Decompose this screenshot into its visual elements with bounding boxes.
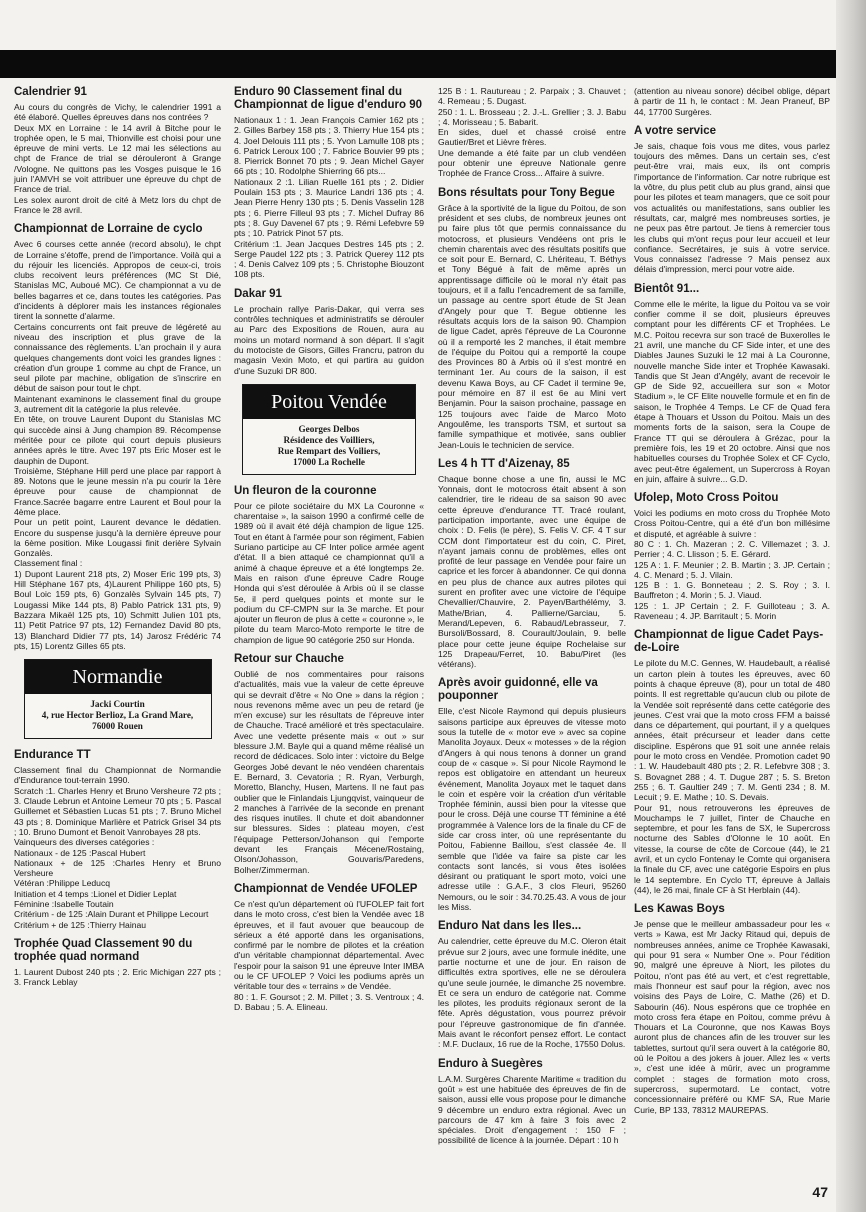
article-paragraph: 1. Laurent Dubost 240 pts ; 2. Eric Michigan 227 pts ; 3. Franck Leblay — [14, 966, 221, 988]
article-paragraph: Grâce à la sportivité de la ligue du Poitou, de son président et ses clubs, de nombreux jeunes ont pu faire plus tôt que permis connaissance du motocross, et plusieurs Vendéens ont pris le chemin charentais avec des résultats positifs que ce soit pour E. Bernard, C. Lhériteau, T. Béthys et Tony Bégué à fait de même après un apprentissage difficile où le moral n'y était pas toujours, et il a fallu l'encadrement de sa famille, un passage au centre sport étude de St Jean d'Angely pour que T. Begue obtienne les résultats acquis lors de la saison 90. Champion de ligue Cadet, après l'épreuve de La Couronne où il a remporté les 2 manches, il était membre de l'équipe du Poitou qui a remporté la coupe des Provinces 80 à Arbis où il s'est montré en terminant 1er. Au cours de la saison, il est devenu Kawa Boys, au CF Cadet il termine 9e, pour mémoire en 87 il est 6e au Mini vert Benjamin. Pour la saison prochaine, passage en 125 toujours avec l'aide de Marco Moto Angoulême, les transports TSM, et surtout sa famille sympathique et motivée, sans oublier Jean-Louis le technicien de service. — [438, 202, 626, 450]
column-1 — [14, 86, 221, 987]
page-number: 47 — [812, 1184, 828, 1200]
region-title: Poitou Vendée — [243, 385, 415, 419]
article-paragraph: Classement final du Championnat de Normandie d'Endurance tout-terrain 1990. — [14, 765, 221, 786]
contact-line: Jacki Courtin — [90, 699, 145, 710]
article-paragraph: (attention au niveau sonore) décibel oblige, départ à partir de 11 h, le contact : M. Jean Praneuf, BP 44, 17700 Surgères. — [634, 86, 830, 117]
article-heading: Enduro Nat dans les Iles... — [438, 920, 582, 933]
article-paragraph: Au cours du congrès de Vichy, le calendrier 1991 a été élaboré. Quelles épreuves dans nos contrées ? — [14, 102, 221, 123]
region-contact-box — [242, 384, 416, 475]
article-heading: Les Kawas Boys — [634, 903, 725, 916]
article-heading: Les 4 h TT d'Aizenay, 85 — [438, 457, 570, 470]
page-binding-edge — [836, 0, 866, 1212]
article-paragraph: Avec 6 courses cette année (record absolu), le chpt de Lorraine s'étoffe, prend de l'importance. Voilà qui a du réjouir les licenciés. Appropos de ceux-ci, trois clubs recoivent leurs préférences (MC St Dié, Stanislas MC, Auboué MC). Ce championnat a vu de belles bagarres et ce, dans toutes les catégories. Pas d'incidents à déplorer mais les instances régionales tirent la sonnette d'alarme. — [14, 239, 221, 322]
article-paragraph: Critérium + de 125 :Thierry Hainau — [14, 919, 147, 930]
article-paragraph: 80 C : 1. Ch. Mazeran ; 2. C. Villemazet ; 3. J. Perrier ; 4. C. Llisson ; 5. E. Gérard. — [634, 538, 830, 560]
article-paragraph: Au calendrier, cette épreuve du M.C. Oleron était prévue sur 2 jours, avec une formule inédite, une partie nocturne et une de jour. En raison de difficultés extra sportives, elle ne se déroulera qu'une seule journée, le dimanche 25 novembre. Et ce sera un enduro de catégorie nat. Comme les pilotes, les produits régionaux seront de la fête. Après dégustation, vous pourrez prévoir pour l'épreuve gastronomique de fin d'année. Mais avant le réconfort pensez effort. Le contact : M.F. Duclaux, 16 rue de la Roche, 17550 Dolus. — [438, 936, 626, 1050]
article-paragraph: Nationaux + de 125 :Charles Henry et Bruno Versheure — [14, 857, 221, 879]
article-heading: Retour sur Chauche — [234, 652, 344, 665]
article-paragraph: Vétéran :Philippe Leducq — [14, 878, 111, 889]
region-contact — [243, 419, 415, 474]
article-paragraph: 250 : 1. L. Brosseau ; 2. J.-L. Grellier ; 3. J. Babu ; 4. Morisseau ; 5. Babarit. — [438, 106, 626, 127]
article-paragraph: Voici les podiums en moto cross du Trophée Moto Cross Poitou-Centre, qui a été d'un bon millésime et disputé, et agréable à suivre : — [634, 508, 830, 539]
article-heading: Un fleuron de la couronne — [234, 484, 377, 497]
article-paragraph: Deux MX en Lorraine : le 14 avril à Bitche pour le trophée open, le 5 mai, Thionville est choisi pour une épreuve de mini verts. Le 12 mai les sélections au chpt de France de trial se dérouleront à Grange /Vologne. Ne quittons pas les Vosges puisque le 16 juin l'AMVH se voit attribuer une épreuve du chpt de France de trial. — [14, 122, 221, 195]
article-paragraph: Féminine :Isabelle Toutain — [14, 899, 114, 909]
article-paragraph: Nationaux 1 : 1. Jean François Camier 162 pts ; 2. Gilles Barbey 158 pts ; 3. Thierry Hue 154 pts ; 4. Joel Delouis 111 pts ; 5. Yvon Lamulle 108 pts ; 6. Patrick Leroux 100 ; 7. Fabrice Bouvier 99 pts ; 8. Pierrick Bonnet 70 pts ; 9. Jean Michel Gayer 66 pts ; 10. Rodolphe Shierring 66 pts... — [234, 115, 424, 177]
contact-line: Rue Rempart des Voiliers, — [277, 445, 381, 456]
article-paragraph: Vainqueurs des diverses catégories : — [14, 837, 155, 848]
article-paragraph: Ce n'est qu'un département où l'UFOLEP fait fort dans le moto cross, c'est bien la Vendée avec 18 épreuves, et il faut avouer que beaucoup de sérieux a été apporté dans les organisations, confirmé par le nombre de pilotes et la création d'un véritable championnat départemental. Avec l'espoir pour la saison 91 une épreuve Inter IMBA ou le CF UFOLEP ? Voici les podiums après un véritable tour des « terrains » de Vendée. — [234, 898, 424, 992]
article-paragraph: Pour 91, nous retrouverons les épreuves de Mouchamps le 7 juillet, l'inter de Chauche en septembre, et pour les fans de SX, le Supercross nocturne des Sables d'Olonne le 10 août. En vitesse, la course de côte de Corcoue (44), le 21 avril, et un cyclo Fontenay le Comte qui organisera la finale du CF, avec une catégorie Espoirs en plus le 14 septembre. En Cyclo TT, épreuve à Jallais (44), le 26 mai, finale CF à St Herblain (44). — [634, 802, 830, 895]
article-paragraph: Critérium - de 125 :Alain Durant et Philippe Lecourt — [14, 909, 209, 920]
article-paragraph: 1) Dupont Laurent 218 pts, 2) Moser Eric 199 pts, 3) Hill Stéphane 167 pts, 4)Laurent Philippe 160 pts, 5) Boul Loic 159 pts, 6) Gonzalès Sylvain 145 pts, 7) Lougassi Mike 144 pts, 8) Pablo Patrick 131 pts, 9) Bazzara Mikaël 125 pts, 10) Schmitt Julien 101 pts, 11) Petit Patrice 97 pts, 12) Fernandez David 80 pts, 13) Blanchard Didier 77 pts, 14) Jarosz Frédéric 74 pts, 15) Lorentz Gilles 65 pts. — [14, 568, 221, 651]
article-heading: Ufolep, Moto Cross Poitou — [634, 492, 779, 505]
article-paragraph: Initiation et 4 temps :Lionel et Didier Leplat — [14, 888, 177, 899]
region-contact-box — [24, 659, 212, 739]
column-3 — [438, 86, 626, 1146]
article-heading: Enduro 90 Classement final du Championnat de ligue d'enduro 90 — [234, 86, 423, 111]
article-paragraph: Nationaux - de 125 :Pascal Hubert — [14, 847, 146, 858]
article-paragraph: Critérium :1. Jean Jacques Destres 145 pts ; 2. Serge Paudel 122 pts ; 3. Patrick Querey 112 pts ; 4. Denis Calvez 109 pts ; 5. Christophe Biouzont 108 pts. — [234, 238, 424, 280]
contact-line: 17000 La Rochelle — [293, 456, 365, 467]
contact-line: Résidence des Voilliers, — [283, 434, 375, 445]
article-paragraph: Troisième, Stéphane Hill perd une place par rapport à 89. Notons que le jeune messin n'a pu courir la 1ère épreuve pour cause de championnat de France.Sacrée bagarre entre Laurent et Boul pour la 4ème place. — [14, 465, 221, 517]
article-heading: Bientôt 91... — [634, 282, 700, 295]
article-heading: Dakar 91 — [234, 287, 282, 300]
article-paragraph: Les solex auront droit de cité à Metz lors du chpt de France le 28 avril. — [14, 194, 221, 215]
column-2 — [234, 86, 424, 1012]
article-paragraph: Maintenant examinons le classement final du groupe 3, autrement dit la catégorie la plus relevée. — [14, 393, 221, 415]
article-paragraph: Je sais, chaque fois vous me dites, vous parlez toujours des mêmes. Dans un certain ses, c'est peut-être vrai, mais eux, ils ont compris l'importance de l'information. Car notre rubrique est la vôtre, du plus petit club au plus grand, ainsi que pour les pilotes et team managers, que ce soit pour vos actualités ou manifestations, sans oublier les résultats, car, malgré mes nombreuses sorties, je ne peux pas être partout. Je tiens à remercier tous les clubs qui m'ont reçus pour leur accueil et leur confiance. Secrétaires, je suis à votre service. Vous connaissez l'adresse ? Mais pensez aux délais d'impression, merci pour votre aide. — [634, 140, 830, 275]
article-heading: Championnat de ligue Cadet Pays-de-Loire — [634, 629, 824, 655]
article-paragraph: L.A.M. Surgères Charente Maritime « tradition du goût » est une habituée des épreuves de fin de saison, aussi elle vous propose pour le dimanche 9 décembre un enduro extra régional. Avec un parcours de 47 km à faire 3 fois avec 2 spéciales. Droit d'engagement : 150 F ; possibilité de licence à la journée. Départ : 10 h — [438, 1073, 626, 1146]
article-paragraph: Pour un petit point, Laurent devance le dédatien. Encore du suspense jusqu'à la dernière épreuve pour la 6ème position. Mike Lougassi finit derière Sylvain Gonzalès. — [14, 517, 221, 559]
article-paragraph: Nationaux 2 :1. Lilian Ruelle 161 pts ; 2. Didier Poulain 153 pts ; 3. Maurice Landri 136 pts ; 4. Jean Pierre Henry 130 pts ; 5. Denis Vasselin 128 pts ; 6. Pierre Filleul 93 pts ; 7. Michel Dufray 86 pts ; 8. Guy Davenel 67 pts ; 9. Rémi Lefebvre 59 pts ; 10. Patrick Pinot 57 pts. — [234, 176, 424, 239]
article-paragraph: 125 B : 1. Rautureau ; 2. Parpaix ; 3. Chauvet ; 4. Remeau ; 5. Dugast. — [438, 86, 626, 107]
region-contact — [25, 694, 211, 738]
article-paragraph: 125 : 1. JP Certain ; 2. F. Guilloteau ; 3. A. Raveneau ; 4. JP. Barritault ; 5. Morin — [634, 600, 830, 622]
article-paragraph: Le pilote du M.C. Gennes, W. Haudebault, a réalisé un carton plein à toutes les épreuves, avec 60 points à chaque épreuve (8), pour un total de 480 points. Il est regrettable qu'aucun club ou pilote de la Vendée soit représenté dans cette catégorie des jeunes. C'est vrai que la moto cross FFM a baissé dans ce département, qui pourtant, il y a quelques années, était précurseur et leader dans cette discipline. Espérons que 91 soit une année relais pour le moto cross en Vendée. Promotion cadet 90 : 1. W. Haudebault 480 pts ; 2. R. Lefebvre 308 ; 3. S. Bovagnet 288 ; 4. T. Dugue 287 ; 5. S. Breton 255 ; 6. T. Gaultier 249 ; 7. M. Genti 234 ; 8. M. Lecuit ; 9. E. Mathe ; 10. S. Devais. — [634, 658, 830, 803]
contact-line: Georges Delbos — [298, 423, 360, 434]
article-heading: Endurance TT — [14, 749, 91, 762]
column-4 — [634, 86, 830, 1115]
article-paragraph: Chaque bonne chose a une fin, aussi le MC Yonnais, dont le motocross était absent à son calendrier, tire le rideau de sa saison 90 avec cette épreuve d'endurance TT. Tracé roulant, participation importante, avec une équipe de choix : D. Felis (le père), S. Felis V. CF. 4 T sur CCM dont l'importateur est du coin, C. Piret, n'ayant jamais connu de problèmes, elles ont profité de leur passage en Vendée pour faire un caprice et les forcer à abandonner. Ce qui donna en peu plus de chance aux autres pilotes qui surent en profiter avec une victoire de l'équipe Chevallier/Chauvire, 2. Payen/Barthélémy, 3. Mathe/Brian, 4. Pallierne/Garciau, 5. Merand/Lepeven, 6. Rabaud/Lebrasseur, 7. Bursoli/Bossard, 8. Courault/Joulain, 9. belle place pour cette jeune équipe Rochelaise sur 125 Drapeau/Ferret, 10. Babu/Piret (les vétérans). — [438, 473, 626, 670]
article-heading: A votre service — [634, 124, 717, 137]
article-heading: Championnat de Lorraine de cyclo — [14, 223, 203, 236]
region-title: Normandie — [25, 660, 211, 694]
article-paragraph: Je pense que le meilleur ambassadeur pour les « verts » Kawa, est Mr Jacky Ritaud qui, depuis de nombreuses années, anime ce Trophée Kawasaki, qui pour 91 sera « Number One ». Pour l'édition 90, malgré une épreuve à Niort, les pilotes du Poitou, n'ont pas été au vert, et c'est regrettable, mais l'honneur est sauf pour la région, avec nos voisins des Pays de Loire, C. Mathe (26) et D. Sabourin (46). Nous espérons que ce trophée en moto cross fera étape en Poitou, comme prévu à Thouars et La Couronne, que nos Kawas Boys auront plus de chances afin de les trouver sur les tablettes, surtout qu'il sera ouvert à la catégorie 80, où le Poitou a des jokers à jouer. Allez les « verts », c'est une idée à mûrir, avec un programme complet : stages de formation moto cross, supercross, supermotard. Le contact, votre concessionnaire préféré ou KMF SA, Rue Marie Curie, BP 133, 78312 MAUREPAS. — [634, 919, 830, 1115]
article-paragraph: Une demande a été faite par un club vendéen pour obtenir une épreuve Nationale genre Trophée de France Cross... Affaire à suivre. — [438, 147, 626, 179]
article-paragraph: 125 B : 1. G. Bonneteau ; 2. S. Roy ; 3. I. Bauffreton ; 4. Morin ; 5. J. Viaud. — [634, 580, 830, 601]
article-paragraph: Scratch :1. Charles Henry et Bruno Versheure 72 pts ; 3. Claude Lebrun et Antoine Lemeur 70 pts ; 5. Pascal Guillemet et Sébastien Lucas 51 pts ; 7. Bruno Michel 43 pts ; 8. Dominique Marlière et Patrick Grisel 34 pts ; 10. Bruno Dumont et Benoit Vanrobayes 28 pts. — [14, 785, 221, 837]
article-paragraph: En tête, on trouve Laurent Dupont du Stanislas MC qui succède ainsi à Jung champion 89. Récompense méritée pour ce pilote qui court depuis plusieurs années après le titre. Avec 197 pts Eric Moser est le dauphin de Dupont. — [14, 414, 221, 466]
article-paragraph: Le prochain rallye Paris-Dakar, qui verra ses contrôles techniques et administratifs se dérouler au Parc des Expositions de Rouen, aura au moins un motard normand à son départ. Il s'agit du motociste de Gisors, Gilles Francru, patron du magasin Vexin Moto, et qui partira au guidon d'une Suzuki DR 800. — [234, 303, 424, 376]
article-heading: Trophée Quad Classement 90 du trophée quad normand — [14, 937, 193, 963]
top-black-bar — [0, 50, 866, 78]
article-heading: Calendrier 91 — [14, 86, 87, 98]
contact-line: 76000 Rouen — [92, 721, 143, 732]
article-paragraph: 80 : 1. F. Goursot ; 2. M. Pillet ; 3. S. Ventroux ; 4. D. Babau ; 5. A. Elineau. — [234, 991, 424, 1012]
article-heading: Après avoir guidonné, elle va pouponner — [438, 677, 598, 703]
article-paragraph: Comme elle le mérite, la ligue du Poitou va se voir confier comme il se doit, plusieurs épreuves comptant pour les différents CF et Trophées. Le M.C. Poitou recevra sur son tracé de Buxerolles le 21 avril, une manche du CF Side inter, et une des Diables Jaunes Suzuki le 12 mai à La Couronne, nouvelle manche Side inter et Trophée Kawasaki. Tandis que St Jean d'Angély, avant de recevoir le GP de Side 92, accueillera sur son « Motor Stadium », le CF Elite nouvelle formule et en fin de saison, le Trophée 4 Temps. Le CF de Quad fera étape à Thouars et Usson du Poitou. Mais un des moments forts de la saison, sera la Coupe de France TT qui se déroulera à Grézac, pour la première fois, les 19 et 20 octobre. Ainsi que nos habituelles courses du Trophée Solex et CF Cyclo, avec peut-être également, un Supercross à Royan en juin, affaire à suivre... G.D. — [634, 298, 830, 484]
contact-line: 4, rue Hector Berlioz, La Grand Mare, — [41, 710, 194, 721]
article-heading: Championnat de Vendée UFOLEP — [234, 882, 418, 895]
article-paragraph: Pour ce pilote sociétaire du MX La Couronne « charentaise », la saison 1990 a confirmé celle de 1989 où il avait été déjà champion de ligue 125. Tout en étant à l'armée pour son régiment, Fabien Suriano participe au CF Inter police armée agent d'état. Il a bien attaqué ce championnat qu'il a animé à chaque épreuve et a été longtemps 2e. Mais en raison d'une épreuve Cadre Rouge Honda qui s'est déroulée à Arbis où il se classe 5e, il perd quelques points et monte sur le podium du CF-CMPN sur la 3e marche. Et pour ajouter un fleuron de plus à cette « couronne », le pilote du team Marco-Moto remporte le titre de champion de ligue 90 catégorie 250 sur Honda. — [234, 500, 424, 645]
article-paragraph: Classement final : — [14, 558, 83, 569]
article-paragraph: En sides, duel et chassé croisé entre Gautier/Bret et Lièvre frères. — [438, 127, 626, 148]
article-paragraph: Elle, c'est Nicole Raymond qui depuis plusieurs saisons participe aux épreuves de vitesse moto sous la tutelle de « motor eve » avec sa copine Manolita Joyaux. Deux « motesses » de la région d'Angers à qui nous tenons à donner un grand coup de « casque ». Si pour Nicole Raymond le repos est obligatoire en attendant un heureux événement, Manolita Joyaux met le taquet dans le coin et espère voir la création d'un véritable Trophée féminin, aussi bien pour la vitesse que pour le cross. Déjà une course TT féminine a été programmée à Valence lors de la finale du CF de side car cross inter, où une représentante du Poitou, Fabienne Baillou, s'est classée 4e. Il semble que l'idée va faire sa piste car les contacts sont lancés, si vous êtes isolées désirant ou pratiquant le sport moto, voici une adresse utile : G.A.F., 3 clos Fleuri, 95260 Nemours, ou le soir : 34.70.25.43. A vous de jour les Miss. — [438, 706, 626, 913]
article-paragraph: 125 A : 1. F. Meunier ; 2. B. Martin ; 3. JP. Certain ; 4. C. Menard ; 5. J. Vilain. — [634, 559, 830, 580]
article-heading: Bons résultats pour Tony Begue — [438, 186, 615, 199]
article-paragraph: Certains concurrents ont fait preuve de légéreté au niveau des inscription et plus grave de la connaissance des règlements. L'an prochain il y aura quelques changements dont voici les grandes lignes : création d'un groupe 1 comme au chpt de France, un seul pilote par machine, obligation de s'inscrire en début de saison pour tout le chpt. — [14, 321, 221, 394]
article-heading: Enduro à Suegères — [438, 1057, 543, 1070]
article-paragraph: Oublié de nos commentaires pour raisons d'actualités, mais vue la valeur de cette épreuve qui se devrait d'être « No One » dans la région ; nous revenons même avec un peu de retard (je m'en excuse) sur les résultats de l'épreuve inter de Chauche. Tracé amélioré et très spectaculaire. Avec une vedette présente mais « out » sur blessure J.M. Bayle qui a quand même réalisé un record de dédicaces. Solo inter : victoire du Belge Georges Jobé devant le néo vendéen charentais E. Bernard, 3. Cevatoria ; R. Ryan, Verburgh, Moretto, Blanchy, Husen, Martens. Il ne faut pas oublier que le Finlandais Ljungqvist, vainqueur de 2 manches à l'arrivée de la seconde en prenant des risques inutiles. Il chute et doit abandonner sur blessures. Sides : plateau moyen, c'est l'équipage Petterson/Johanson qui l'emporte devant les Français Mécene/Rostaing, Olson/Johasson, Gouvaris/Paredens, Bolher/Zimmerman. — [234, 668, 424, 875]
